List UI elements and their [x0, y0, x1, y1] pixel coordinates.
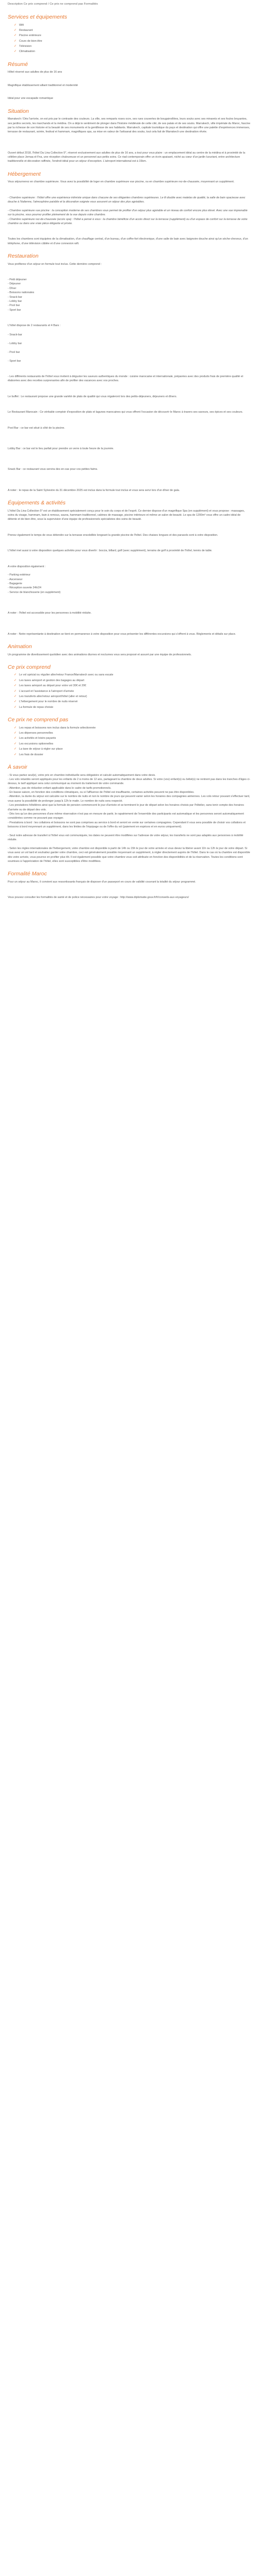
list-item: ✓ Les transferts aller/retour aéroport/hôtel (aller et retour) — [14, 694, 250, 699]
check-icon: ✓ — [14, 737, 17, 740]
list-item: ✓ L'accueil et l'assistance à l'aéroport d'arrivée — [14, 689, 250, 693]
list-item: ✓ Restaurant — [14, 28, 250, 32]
section-title-services: Services et équipements — [8, 13, 67, 20]
check-icon: ✓ — [14, 39, 17, 43]
list-item: ✓ Les frais de dossier — [14, 753, 250, 757]
services-list — [8, 23, 250, 54]
hebergement-text: - Chambre supérieure : l'hôtel offre une expérience intimiste unique dans chacune de ses élégantes chambres supérieures. Le lit double avec matelas de qualité, la salle de bain spacieuse avec douche à l'italienne, l'atmosphère paisible et la décoration soignée vous assurent un séjour des plus agréables. - Chambre supérieure vue piscine : la conception moderne de ses chambres vous permet de profiter d'un séjour plus agréable et un niveau de confort encore plus élevé. Avec une vue imprenable sur la piscine, vous pourrez profiter pleinement de la vue depuis votre chambre. - Chambre supérieure rez-de-chaussée (accès spa) : l'hôtel a pensé à vous : la chambre bénéficie d'un accès direct sur la terrasse (supplément) ou d'un espace de confort sur la terrasse de votre chambre ou dans une vraie pièce élégante et privée. — [8, 196, 248, 225]
situation-text: Marrakech / Dès l'arrivée, on est pris par le contraste des couleurs. La ville, ses remparts roses ocre, ses rues couvertes de bougainvillées, leurs souks avec ses minarets et ses foules bruyantes, ses jardins secrets, les marchands et la médina. On a déjà le sentiment de plonger dans l'histoire médiévale de cette cité, de ses palais et de ses souks. Marrakech, ville impériale du Maroc, fascine par la richesse de son histoire et la beauté de ses monuments et la gentillesse de ses habitants. Marrakech, capitale touristique du pays et destination qui offre une palette d'expériences immenses, terrasse de restaurant, soirée, festival et hammam, magnifiques spa, sa mise en valeur de l'artisanat des souks, tout cela fait de Marrakech une destination rêvée. — [8, 117, 251, 134]
animation-text: Un programme de divertissement quotidien avec des animations diurnes et nocturnes vous sera proposé et assuré par une équipe de professionnels. — [8, 653, 192, 656]
equipements-text: L'hôtel Da Lina Collection 5* est un établissement spécialement conçu pour le soin du corps et de l'esprit. Ce dernier dispose d'un magnifique Spa (en supplément) et vous propose : massages, soins du visage, hammam, bain à remous, sauna, hammam traditionnel, cabines de massage, piscine intérieure et même un salon de beauté. Le spa de 1200m² vous offre un cadre idéal de détente et de bien-être, sous la supervision d'une équipe de professionnels spécialistes des soins de beauté. — [8, 509, 246, 521]
check-icon: ✓ — [14, 679, 17, 682]
list-item: ✓ Les taxes aéroport au départ pour votre vol 30€ et 20€ — [14, 684, 250, 688]
restauration-text: Lobby Bar : ce bar est le lieu parfait pour prendre un verre à toute heure de la journée. — [8, 447, 114, 450]
formalite-text: Vous pouvez consulter les formalités de santé et de police nécessaires pour votre voyage : http://www.diplomatie.gouv.fr/fr/conseils-aux-voyageurs/ — [8, 896, 189, 900]
list-item: ✓ Les dépenses personnelles — [14, 731, 250, 735]
hebergement-text: Vous séjournerez en chambre supérieure. Vous avez la possibilité de loger en chambre supérieure vue piscine, ou en chambre supérieure rez-de-chaussée, moyennant un supplément. — [8, 180, 235, 184]
list-item: ✓ Piscine extérieure — [14, 33, 250, 38]
list-item: ✓ Wifi — [14, 23, 250, 27]
ce-prix-comprend-list — [8, 673, 250, 709]
check-icon: ✓ — [14, 28, 17, 32]
list-item: ✓ Télévision — [14, 44, 250, 48]
resume-text: Hôtel réservé aux adultes de plus de 16 ans — [8, 71, 62, 74]
restauration-list: - Petit déjeuner - Déjeuner - Dîner - Boissons nationales - Snack-bar - Lobby bar - Pool bar - Sport bar — [8, 278, 35, 312]
situation-text: Ouvert début 2018, l'hôtel Da Lina Collection 5*, réservé exclusivement aux adultes de plus de 16 ans, a tout pour vous plaire : un emplacement idéal au centre de la médina et à proximité de la célèbre place Jemaa el-Fna, une réception chaleureuse et un personnel aux petits soins. Ce riad contemporain offre un écrin apaisant, niché au cœur d'un jardin luxuriant, entre architecture traditionnelle et décoration raffinée, l'endroit idéal pour un séjour d'exception. L'aéroport international est à 15km. — [8, 151, 246, 163]
check-icon: ✓ — [14, 684, 17, 688]
equipements-text: A noter : l'hôtel est accessible pour les personnes à mobilité réduite. — [8, 612, 92, 615]
check-icon: ✓ — [14, 34, 17, 38]
section-title-situation: Situation — [8, 108, 29, 114]
check-icon: ✓ — [14, 748, 17, 751]
section-title-ce-prix-ne-comprend-pas: Ce prix ne comprend pas — [8, 717, 69, 723]
page — [0, 0, 258, 910]
ce-prix-ne-comprend-pas-list — [8, 726, 250, 757]
section-title-formalite: Formalité Maroc — [8, 871, 47, 877]
formalite-text: Pour un séjour au Maroc, il convient aux ressortissants français de disposer d'un passeport en cours de validité couvrant la totalité du séjour programmé. — [8, 880, 196, 884]
section-title-equipements: Équipements & activités — [8, 500, 66, 506]
resume-text: Magnifique établissement alliant traditionnel et modernité — [8, 83, 78, 87]
check-icon: ✓ — [14, 742, 17, 745]
tab-bar: Description Ce prix comprend / Ce prix ne comprend pas Formalités — [8, 3, 98, 6]
restauration-text: Pool Bar : ce bar est situé à côté de la piscine. — [8, 426, 65, 430]
list-item: ✓ Les excursions optionnelles — [14, 742, 250, 746]
check-icon: ✓ — [14, 673, 17, 677]
check-icon: ✓ — [14, 694, 17, 698]
section-title-restauration: Restauration — [8, 253, 39, 260]
list-item: ✓ Les taxes aéroport et gestion des bagages au départ — [14, 679, 250, 683]
hebergement-text: Toutes les chambres sont équipées de la climatisation, d'un chauffage central, d'un bureau, d'un coffre-fort électronique, d'une salle de bain avec baignoire douche ainsi qu'un sèche-cheveux, d'un téléphone, d'une télévision câblée et d'une connexion wifi. — [8, 238, 249, 245]
resume-text: Idéal pour une escapade romantique — [8, 97, 53, 100]
list-item: ✓ Les activités et loisirs payants — [14, 736, 250, 740]
check-icon: ✓ — [14, 23, 17, 27]
check-icon: ✓ — [14, 726, 17, 730]
check-icon: ✓ — [14, 753, 17, 756]
section-title-animation: Animation — [8, 643, 32, 650]
section-title-a-savoir: À savoir — [8, 764, 27, 770]
equipements-text: Prenez également le temps de vous détendre sur la terrasse ensoleillée longeant la grande piscine de l'hôtel. Des chaises longues et des parasols sont à votre disposition. — [8, 533, 218, 537]
section-title-hebergement: Hébergement — [8, 171, 41, 177]
restauration-text: L'hôtel dispose de 2 restaurants et 4 Bars : — [8, 324, 61, 328]
list-item: ✓ Cours de bien-être — [14, 39, 250, 43]
equipements-text: A noter : Notre représentante à destination se tient en permanence à votre disposition pour vous présenter les différentes excursions qui s'offrent à vous. Règlements et détails sur place. — [8, 632, 236, 636]
check-icon: ✓ — [14, 732, 17, 735]
list-item: ✓ Les repas et boissons non inclus dans la formule sélectionnée — [14, 726, 250, 730]
restauration-text: Snack Bar : ce restaurant vous servira des en-cas pour vos petites faims. — [8, 468, 98, 471]
check-icon: ✓ — [14, 700, 17, 704]
section-title-ce-prix-comprend: Ce prix comprend — [8, 664, 51, 670]
section-title-resume: Résumé — [8, 61, 28, 67]
restauration-text: A noter : le repas de la Saint Sylvestre du 31 décembre 2025 est inclus dans la formule tout inclus et vous sera servi lors d'un dîner de gala. — [8, 488, 180, 492]
check-icon: ✓ — [14, 705, 17, 709]
list-item: ✓ Climatisation — [14, 49, 250, 54]
check-icon: ✓ — [14, 50, 17, 54]
equipements-list: A votre disposition également : - Parking extérieur - Ascenseur - Bagagerie - Réception ouverte 24h/24 - Service de blanchisserie (en supplément) — [8, 565, 61, 594]
restauration-text: Le Restaurant Marocain : Ce véritable comptoir d'exposition de plats et lagunes marocaines qui vous offrent l'occasion de découvrir le Maroc à travers ses saveurs, ses épices et ses couleurs. — [8, 411, 243, 414]
list-item: ✓ La formule de repas choisie — [14, 705, 250, 709]
check-icon: ✓ — [14, 689, 17, 693]
equipements-text: L'hôtel met aussi à votre disposition quelques activités pour vous divertir : boccia, billard, golf (avec supplément), terrains de golf à proximité de l'hôtel, tennis de table. — [8, 549, 213, 553]
restauration-text: Le buffet : Le restaurant propose une grande variété de plats de qualité qui vous régaleront lors des petits-déjeuners, déjeuners et dîners. — [8, 395, 178, 398]
restauration-list: - Snack-bar - Lobby bar - Pool bar - Sport bar — [8, 333, 22, 363]
restauration-text: Vous profiterez d'un séjour en formule tout inclus. Cette dernière comprend : — [8, 262, 102, 266]
list-item: ✓ Le vol spécial ou régulier aller/retour France/Marrakech avec ou sans escale — [14, 673, 250, 677]
list-item: ✓ L'hébergement pour le nombre de nuits réservé — [14, 700, 250, 704]
a-savoir-text: - Si vous partez seul(e), votre prix en chambre individuelle sera obligatoire et calculé automatiquement dans votre devis. - Les vols retardés seront appliqués pour les enfants de 2 à moins de 12 ans, partageant la chambre de deux adultes. Si votre (vos) enfant(s) ou bébé(s) ne rentrent pas dans les tranches d'âges ci-dessus, le tarif appliqué sera celui communiqué au moment du traitement de votre commande. - Attention, pas de réduction enfant applicable dans le cadre de tarifs promotionnels. - En basse saison, en fonction des conditions climatiques, ou si l'affluence de l'hôtel est insuffisante, certaines activités peuvent ne pas être disponibles. - Attention, la durée du séjour est calculée sur le nombre de nuits et non le nombre de jours qui peuvent varier selon les horaires des compagnies aériennes. Les vols retour pouvant s'effectuer tard, vous aurez la possibilité de prolonger jusqu'à 12h le matin. Le nombre de nuits sera respecté. - Les prestations hôtelières ainsi que la formule de pension commencent le jour d'arrivée et se terminent le jour de départ selon les horaires choisis par l'hôtelier, sans tenir compte des horaires d'arrivée ou de départ des vols. - Dès lors qu'un des personnes d'une même réservation n'est pas en mesure de partir, le rapatriement de l'ensemble des participants est automatique et les personnes seront automatiquement considérées comme ne pouvant pas voyager. - Prestations à bord : les collations et boissons ne sont pas comprises au service à bord et seront en vente sur certaines compagnies. Cependant il vous sera possible de choisir vos collations et boissons à bord moyennant un supplément, dans les limites de l'équipage ou de l'offre du vol (paiement en espèces et en euros uniquement). - Seul notre adresse de transfert à l'hôtel vous est communiquée, les dates ne peuvent être modifiées sur l'adresse de votre séjour, les transferts ne sont pas adaptés aux personnes à mobilité réduite. - Selon les règles internationales de l'hébergement, votre chambre est disponible à partir de 14h ou 15h le jour de votre arrivée et vous devez la libérer avant 11h ou 12h le jour de votre départ. Si vous avez un vol tard et souhaitez garder votre chambre, ceci est généralement possible moyennant un supplément, à régler directement auprès de l'hôtel. Dans le cas où la chambre est disponible dès votre arrivée, vous pourrez en profiter plus tôt. Il est également possible que votre chambre vous soit attribuée en fonction des disponibilités et de la réservation. Toutes les conditions sont soumises à l'appréciation de l'hôtel, elles sont susceptibles d'être modifiées. — [8, 773, 250, 863]
check-icon: ✓ — [14, 45, 17, 48]
restauration-text: - Les différents restaurants de l'hôtel vous invitent à déguster les saveurs authentiques du monde : cuisine marocaine et internationale, préparées avec des produits frais de première qualité et élaborées avec des recettes surprenantes afin de profiter des vacances avec vos proches. — [8, 375, 244, 383]
list-item: ✓ La taxe de séjour à régler sur place — [14, 747, 250, 751]
